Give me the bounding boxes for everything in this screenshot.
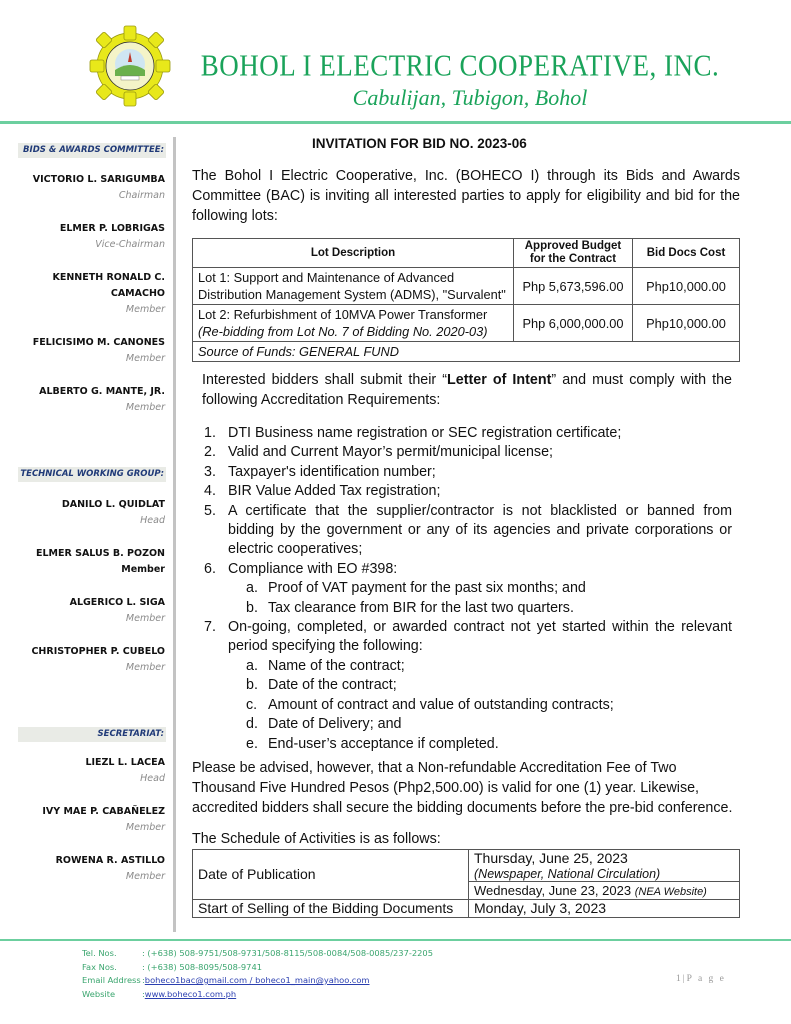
sub-list-item [228, 579, 732, 598]
table-footer-row [193, 342, 740, 362]
member-name: ROWENA R. ASTILLO [55, 855, 165, 866]
sub-list [228, 579, 732, 618]
item-number: 5. [204, 502, 216, 519]
contact-footer [82, 947, 433, 1001]
sub-item-letter: c. [246, 696, 258, 713]
section-heading-twg: TECHNICAL WORKING GROUP: [18, 467, 166, 482]
sub-list-item [228, 657, 732, 676]
item-number: 7. [204, 619, 216, 636]
col-header-approved-budget: Approved Budget for the Contract [514, 239, 633, 268]
table-row [193, 268, 740, 305]
item-text: DTI Business name registration or SEC registration certificate; [228, 425, 622, 441]
activity-date [469, 850, 740, 882]
schedule-intro: The Schedule of Activities is as follows: [192, 831, 441, 847]
member-name: FELICISIMO M. CANONES [32, 337, 165, 348]
member-role: Member [121, 564, 165, 575]
member-name-cont: CAMACHO [110, 288, 165, 299]
item-number: 4. [204, 483, 216, 500]
source-of-funds: Source of Funds: GENERAL FUND [193, 342, 740, 362]
member-name: KENNETH RONALD C. [52, 272, 165, 283]
website-row [82, 988, 433, 1002]
committee-member [10, 221, 165, 253]
member-role: Member [125, 662, 165, 673]
schedule-table [192, 849, 740, 918]
sub-item-letter: b. [246, 599, 258, 616]
member-name: LIEZL L. LACEA [85, 757, 165, 768]
sub-list-item [228, 599, 732, 618]
header-divider [0, 121, 791, 124]
list-item [192, 443, 732, 462]
section-heading-secretariat: SECRETARIAT: [18, 727, 166, 742]
sub-item-text: Proof of VAT payment for the past six months; and [268, 580, 586, 597]
sub-item-letter: d. [246, 716, 258, 733]
org-name: BOHOL I ELECTRIC COOPERATIVE, INC. [200, 47, 720, 83]
member-role: Head [140, 515, 165, 526]
sidebar-divider [173, 137, 176, 932]
table-header-row [193, 239, 740, 268]
sub-list-item [228, 735, 732, 754]
tel-label: Tel. Nos. [82, 948, 117, 958]
item-number: 3. [204, 463, 216, 480]
item-number: 2. [204, 444, 216, 461]
member-role: Member [125, 402, 165, 413]
committee-member [10, 546, 165, 578]
item-text: Valid and Current Mayor’s permit/municipal license; [228, 444, 553, 461]
activity-label: Date of Publication [193, 850, 469, 900]
item-number: 6. [204, 560, 216, 577]
fax-label: Fax Nos. [82, 961, 117, 972]
member-name: ELMER SALUS B. POZON [36, 548, 165, 559]
item-text: Taxpayer's identification number; [228, 463, 436, 480]
requirements-list [192, 424, 732, 754]
col-header-bid-docs-cost: Bid Docs Cost [633, 239, 740, 268]
item-text: BIR Value Added Tax registration; [228, 483, 441, 500]
approved-budget: Php 6,000,000.00 [514, 305, 633, 342]
committee-member [10, 804, 165, 836]
member-name: ELMER P. LOBRIGAS [59, 223, 165, 234]
item-text: Compliance with EO #398: [228, 560, 398, 577]
intro-paragraph: The Bohol I Electric Cooperative, Inc. (BOHECO I) through its Bids and Awards Committee (BAC) is inviting all interested parties to apply for eligibility and bid for the following lots: [192, 168, 740, 224]
table-row [193, 850, 740, 882]
tel-numbers: : (+638) 508-9751/508-9731/508-8115/508-0084/508-0085/237-2205 [142, 948, 433, 958]
committee-member [10, 595, 165, 627]
item-text: On-going, completed, or awarded contract not yet started within the relevant period specifying the following: [228, 619, 732, 655]
committee-member [10, 853, 165, 885]
sub-item-text: End-user’s acceptance if completed. [268, 735, 499, 752]
list-item [192, 424, 732, 443]
website-label: Website [82, 988, 116, 999]
org-address: Cabulijan, Tubigon, Bohol [352, 85, 588, 110]
sub-list [228, 657, 732, 754]
publication-note-website: (NEA Website) [634, 886, 707, 898]
publication-date-newspaper: Thursday, June 25, 2023 [474, 850, 628, 866]
list-item [192, 618, 732, 754]
member-role: Member [125, 613, 165, 624]
bid-docs-cost: Php10,000.00 [633, 305, 740, 342]
sub-item-text: Amount of contract and value of outstanding contracts; [268, 696, 614, 713]
member-role: Member [125, 822, 165, 833]
member-role: Member [125, 304, 165, 315]
member-name: VICTORIO L. SARIGUMBA [32, 174, 165, 185]
committee-member [10, 755, 165, 787]
sub-item-letter: e. [246, 735, 258, 752]
fax-numbers: : (+638) 508-8095/508-9741 [142, 961, 263, 972]
member-name: IVY MAE P. CABAÑELEZ [42, 806, 165, 817]
sub-list-item [228, 715, 732, 734]
loi-text-post: ” and must comply with the following Accreditation Requirements: [202, 372, 733, 408]
sub-list-item [228, 676, 732, 695]
advisory-paragraph: Please be advised, however, that a Non-refundable Accreditation Fee of Two Thousand Five Hundred Pesos (Php2,500.00) is valid for one (1) year. Likewise, accredited bidders shall secure the bidding documents before the pre-bid conference. [192, 760, 733, 816]
bid-docs-cost: Php10,000.00 [633, 268, 740, 305]
email-row [82, 974, 433, 988]
activity-date: Monday, July 3, 2023 [469, 900, 740, 918]
member-name: CHRISTOPHER P. CUBELO [31, 646, 165, 657]
member-name: DANILO L. QUIDLAT [61, 499, 165, 510]
sub-item-text: Tax clearance from BIR for the last two quarters. [268, 599, 574, 616]
lot-title: Lot 2: Refurbishment of 10MVA Power Transformer [198, 307, 488, 322]
loi-emphasis: Letter of Intent [447, 372, 552, 388]
member-name: ALBERTO G. MANTE, JR. [39, 386, 165, 397]
publication-note-newspaper: (Newspaper, National Circulation) [474, 867, 661, 881]
publication-date-website: Wednesday, June 23, 2023 [474, 883, 632, 898]
email-link[interactable]: boheco1bac@gmail.com / boheco1_main@yahoo.com [144, 975, 370, 985]
approved-budget: Php 5,673,596.00 [514, 268, 633, 305]
sub-item-letter: a. [246, 657, 258, 674]
email-label: Email Address [82, 975, 141, 985]
page-number: 1|P a g e [676, 974, 726, 984]
table-row [193, 900, 740, 918]
sub-item-letter: a. [246, 580, 258, 597]
table-row [193, 305, 740, 342]
committee-member [10, 270, 165, 318]
lots-table [192, 238, 740, 362]
website-link[interactable]: www.boheco1.com.ph [144, 988, 237, 999]
committee-member [10, 644, 165, 676]
list-item [192, 502, 732, 560]
loi-text-pre: Interested bidders shall submit their “ [202, 372, 448, 388]
committee-member [10, 172, 165, 204]
member-role: Head [140, 773, 165, 784]
sub-item-letter: b. [246, 677, 258, 694]
email-sep: : [142, 975, 145, 985]
loi-paragraph [202, 370, 732, 410]
lot-description [193, 305, 514, 342]
lot-note: (Re-bidding from Lot No. 7 of Bidding No. 2020-03) [198, 324, 488, 339]
item-text: A certificate that the supplier/contractor is not blacklisted or banned from bidding by the government or any of its agencies and private corporations or electric cooperatives; [228, 502, 732, 558]
boheco-logo-icon [88, 24, 172, 108]
section-heading-bac: BIDS & AWARDS COMMITTEE: [18, 143, 166, 158]
activity-label: Start of Selling of the Bidding Documents [193, 900, 469, 918]
list-item [192, 560, 732, 618]
lot-description: Lot 1: Support and Maintenance of Advanced Distribution Management System (ADMS), "Survalent" [193, 268, 514, 305]
col-header-lot-description: Lot Description [193, 239, 514, 268]
member-role: Member [125, 871, 165, 882]
activity-date [469, 882, 740, 900]
committee-member [10, 384, 165, 416]
sub-item-text: Name of the contract; [268, 657, 405, 674]
fax-row [82, 961, 433, 975]
list-item [192, 463, 732, 482]
tel-row [82, 947, 433, 961]
sub-list-item [228, 696, 732, 715]
sub-item-text: Date of the contract; [268, 677, 397, 694]
list-item [192, 482, 732, 501]
sub-item-text: Date of Delivery; and [268, 716, 402, 733]
committee-member [10, 335, 165, 367]
member-name: ALGERICO L. SIGA [69, 597, 165, 608]
website-sep: : [142, 988, 145, 999]
item-number: 1. [204, 425, 216, 441]
footer-divider [0, 939, 791, 941]
committee-member [10, 497, 165, 529]
document-title: INVITATION FOR BID NO. 2023-06 [312, 136, 527, 151]
member-role: Chairman [118, 190, 165, 201]
member-role: Member [125, 353, 165, 364]
member-role: Vice-Chairman [95, 239, 165, 250]
